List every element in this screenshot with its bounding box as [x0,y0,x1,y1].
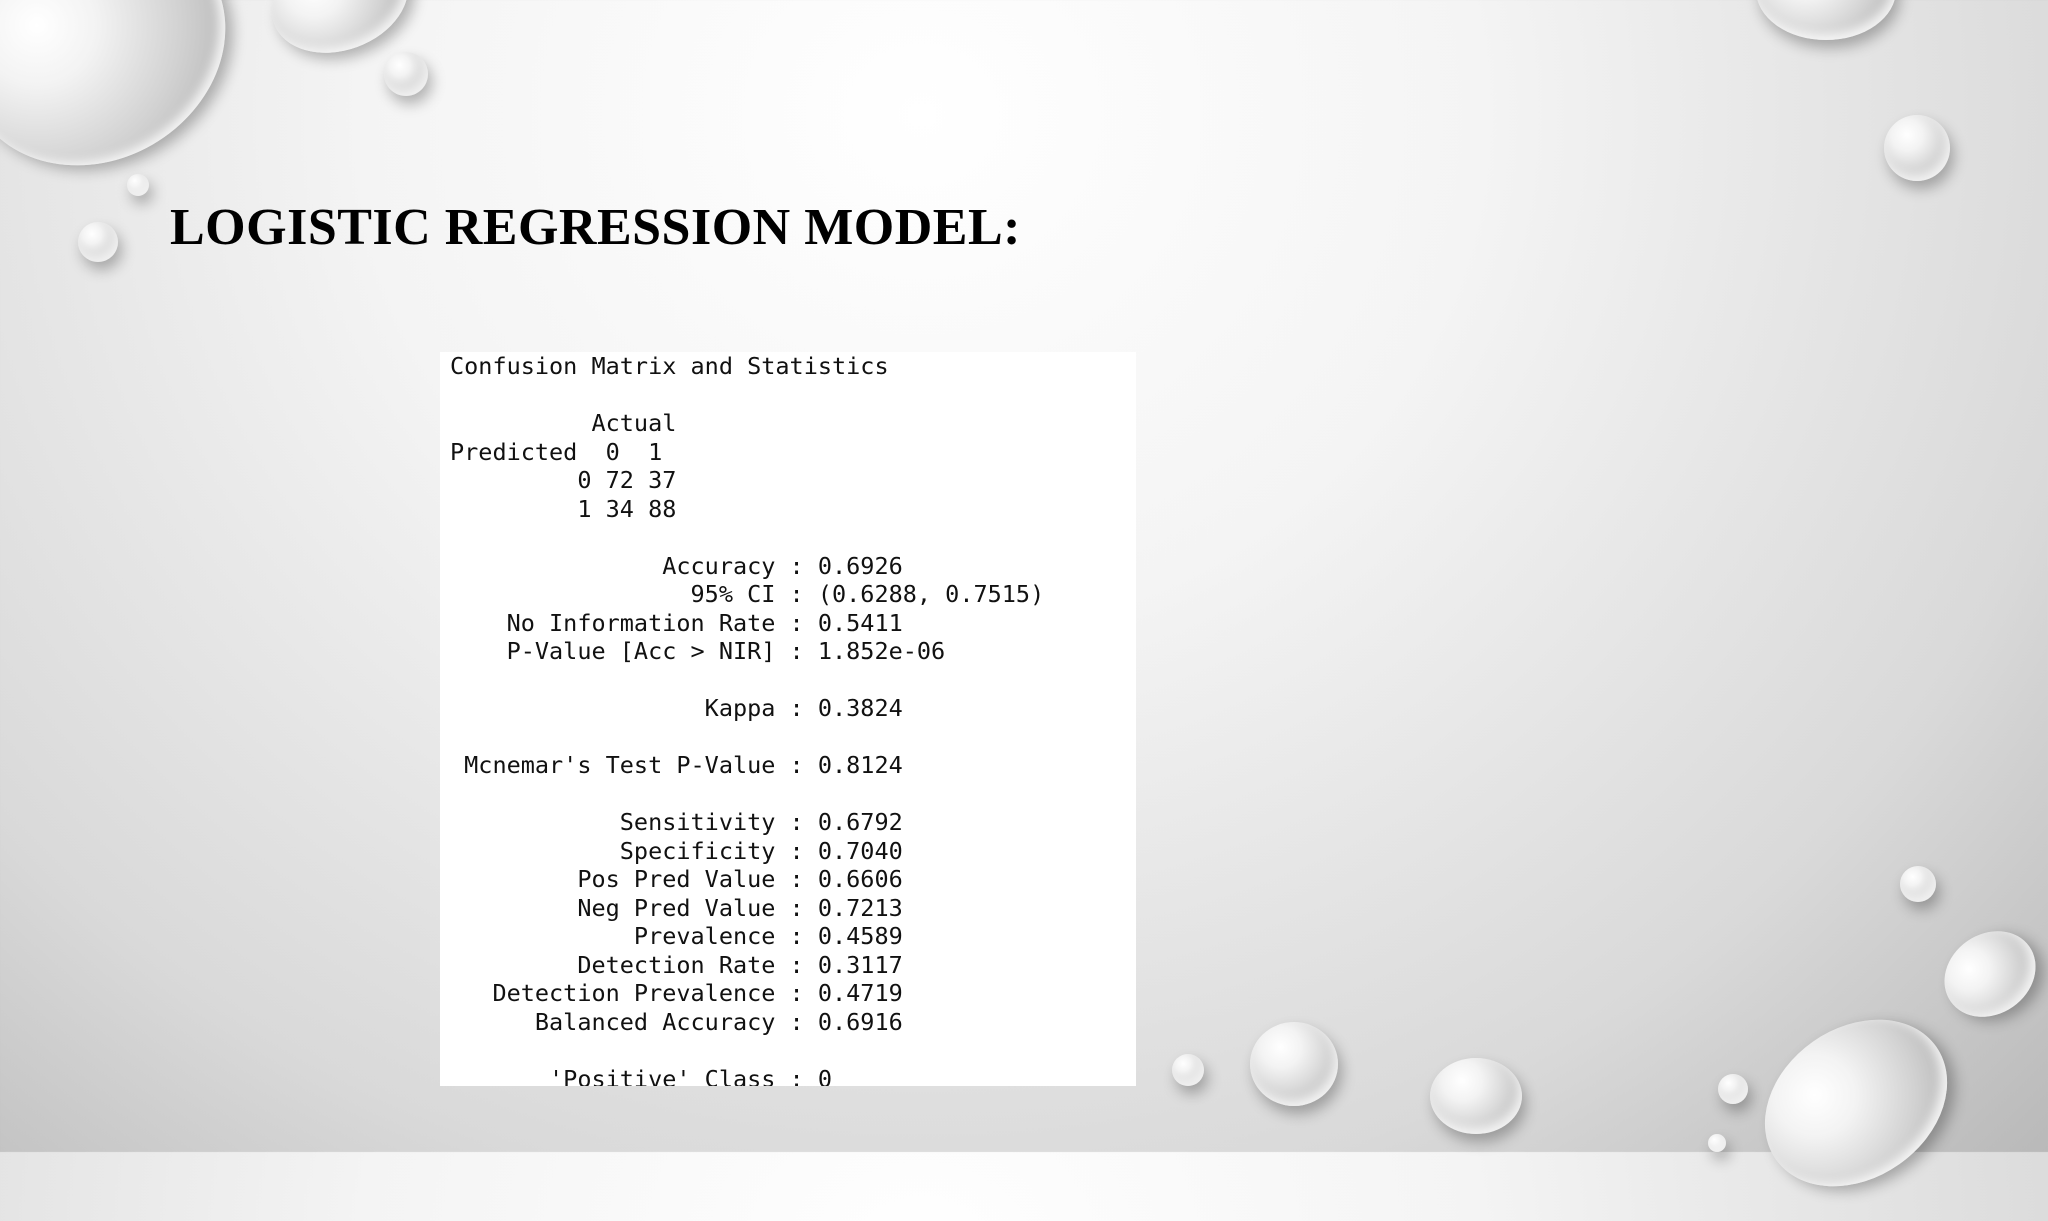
water-droplet-decoration [1756,0,1896,40]
blank-line [450,723,1136,752]
water-droplet-decoration [1733,985,1980,1220]
matrix-actual-label: Actual [450,409,677,437]
blank-line [450,1036,1136,1065]
water-droplet-decoration [1928,914,2048,1035]
blank-line [450,381,1136,410]
water-droplet-decoration [384,52,428,96]
water-droplet-decoration [1172,1054,1204,1086]
matrix-row-0: 0 72 37 [450,466,677,494]
stat-prevalence: Prevalence : 0.4589 [450,922,903,950]
water-droplet-decoration [78,222,118,262]
r-console-output-panel [440,352,1136,1086]
stat-neg-pred-value: Neg Pred Value : 0.7213 [450,893,903,922]
matrix-header-row: Predicted 0 1 [450,437,663,466]
output-heading: Confusion Matrix and Statistics [450,352,889,380]
stat-no-information-rate: No Information Rate : 0.5411 [450,608,903,637]
blank-line [450,523,1136,552]
water-droplet-decoration [1900,866,1936,902]
water-droplet-decoration [1718,1074,1748,1104]
water-droplet-decoration [1884,115,1950,181]
positive-class: 'Positive' Class : 0 [450,1064,833,1086]
stat-accuracy: Accuracy : 0.6926 [450,551,903,580]
stat-sensitivity: Sensitivity : 0.6792 [450,808,903,836]
water-droplet-decoration [1250,1022,1338,1106]
stat-pos-pred-value: Pos Pred Value : 0.6606 [450,865,903,893]
stat-mcnemar-p-value: Mcnemar's Test P-Value : 0.8124 [450,751,903,779]
matrix-row-1: 1 34 88 [450,494,677,523]
blank-line [450,666,1136,695]
stat-balanced-accuracy: Balanced Accuracy : 0.6916 [450,1007,903,1036]
stat-p-value: P-Value [Acc > NIR] : 1.852e-06 [450,637,946,665]
stat-confidence-interval: 95% CI : (0.6288, 0.7515) [450,580,1045,608]
stat-specificity: Specificity : 0.7040 [450,836,903,865]
stat-detection-prevalence: Detection Prevalence : 0.4719 [450,979,903,1007]
blank-line [450,780,1136,809]
water-droplet-decoration [1430,1058,1522,1134]
water-droplet-decoration [1708,1134,1726,1152]
stat-detection-rate: Detection Rate : 0.3117 [450,950,903,979]
slide-title: LOGISTIC REGRESSION MODEL: [170,199,1021,256]
stat-kappa: Kappa : 0.3824 [450,694,903,722]
water-droplet-decoration [127,174,149,196]
